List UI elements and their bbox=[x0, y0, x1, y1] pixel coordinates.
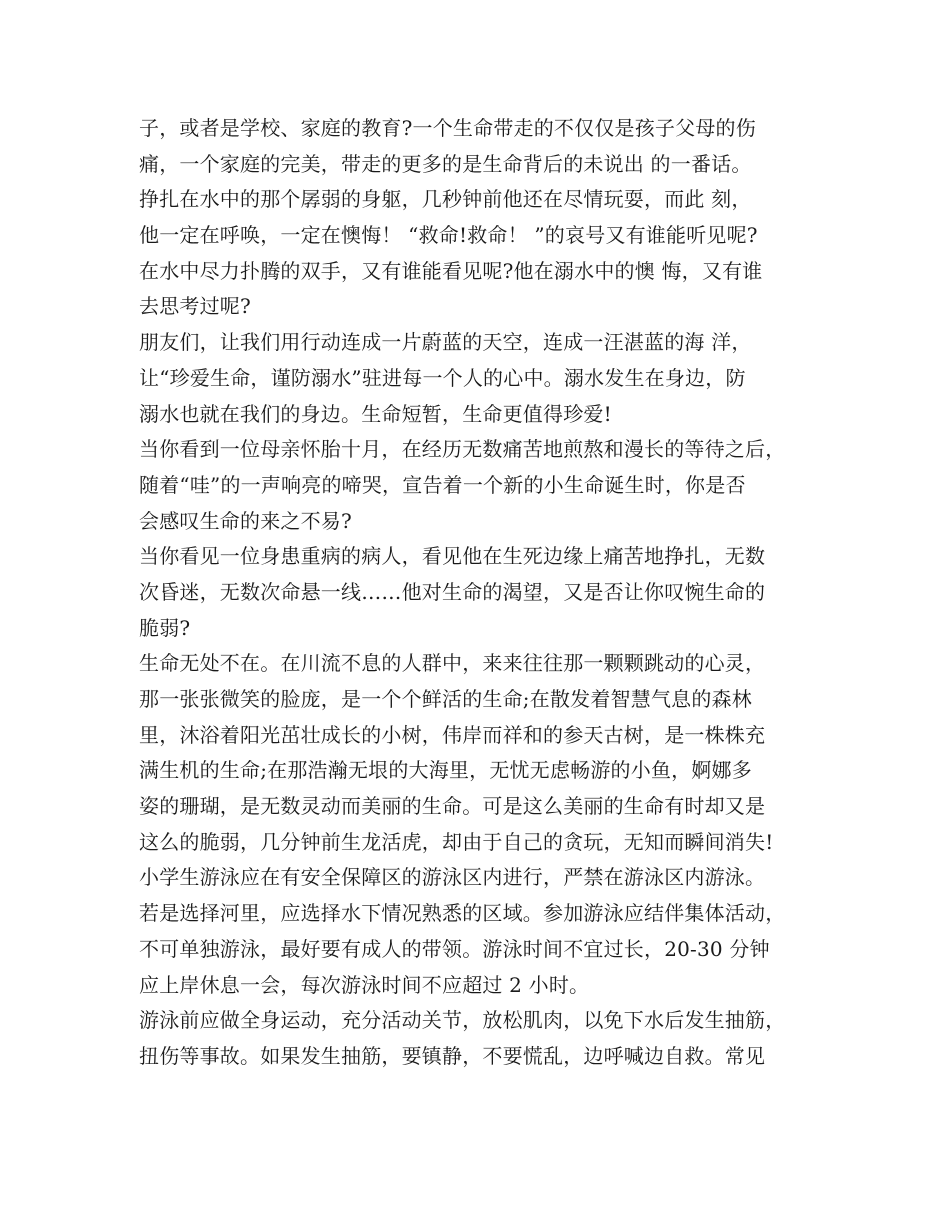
text-line: 里，沐浴着阳光茁壮成长的小树，伟岸而祥和的参天古树，是一株株充 bbox=[139, 722, 766, 747]
text-line: 他一定在呼唤，一定在懊悔！ “救命!救命！ ”的哀号又有谁能听见呢? bbox=[139, 223, 758, 248]
text-line: 游泳前应做全身运动，充分活动关节，放松肌肉，以免下水后发生抽筋， bbox=[139, 1008, 786, 1033]
text-line: 小学生游泳应在有安全保障区的游泳区内进行，严禁在游泳区内游泳。 bbox=[139, 865, 766, 890]
text-line: 去思考过呢? bbox=[139, 294, 251, 319]
text-line: 朋友们，让我们用行动连成一片蔚蓝的天空，连成一汪湛蓝的海 洋， bbox=[139, 330, 752, 355]
text-line: 次昏迷，无数次命悬一线……他对生命的渴望，又是否让你叹惋生命的 bbox=[139, 579, 766, 604]
text-line: 挣扎在水中的那个孱弱的身躯，几秒钟前他还在尽情玩耍，而此 刻， bbox=[139, 187, 752, 212]
text-line: 若是选择河里，应选择水下情况熟悉的区域。参加游泳应结伴集体活动， bbox=[139, 901, 786, 926]
text-line: 让“珍爱生命，谨防溺水”驻进每一个人的心中。溺水发生在身边，防 bbox=[139, 365, 746, 390]
text-line: 不可单独游泳，最好要有成人的带领。游泳时间不宜过长，20-30 分钟 bbox=[139, 936, 770, 961]
text-line: 子，或者是学校、家庭的教育?一个生命带走的不仅仅是孩子父母的伤 bbox=[139, 116, 756, 140]
text-line: 溺水也就在我们的身边。生命短暂，生命更值得珍爱! bbox=[139, 401, 612, 426]
text-line: 脆弱? bbox=[139, 615, 191, 640]
text-line: 生命无处不在。在川流不息的人群中，来来往往那一颗颗跳动的心灵， bbox=[139, 651, 766, 676]
text-line: 应上岸休息一会，每次游泳时间不应超过 2 小时。 bbox=[139, 972, 590, 997]
text-line: 在水中尽力扑腾的双手，又有谁能看见呢?他在溺水中的懊 悔，又有谁 bbox=[139, 258, 763, 283]
text-line: 扭伤等事故。如果发生抽筋，要镇静，不要慌乱，边呼喊边自救。常见 bbox=[139, 1043, 766, 1068]
text-line: 当你看到一位母亲怀胎十月，在经历无数痛苦地煎熬和漫长的等待之后， bbox=[139, 437, 786, 462]
text-line: 这么的脆弱，几分钟前生龙活虎，却由于自己的贪玩，无知而瞬间消失! bbox=[139, 829, 774, 854]
text-line: 会感叹生命的来之不易? bbox=[139, 508, 352, 533]
body-text bbox=[139, 111, 839, 1075]
text-line: 那一张张微笑的脸庞，是一个个鲜活的生命;在散发着智慧气息的森林 bbox=[139, 687, 752, 711]
text-line: 姿的珊瑚，是无数灵动而美丽的生命。可是这么美丽的生命有时却又是 bbox=[139, 794, 766, 819]
text-line: 痛，一个家庭的完美，带走的更多的是生命背后的未说出 的一番话。 bbox=[139, 151, 752, 176]
text-line: 满生机的生命;在那浩瀚无垠的大海里，无忧无虑畅游的小鱼，婀娜多 bbox=[139, 758, 752, 783]
text-line: 当你看见一位身患重病的病人，看见他在生死边缘上痛苦地挣扎，无数 bbox=[139, 544, 766, 569]
text-line: 随着“哇”的一声响亮的啼哭，宣告着一个新的小生命诞生时，你是否 bbox=[139, 472, 746, 497]
